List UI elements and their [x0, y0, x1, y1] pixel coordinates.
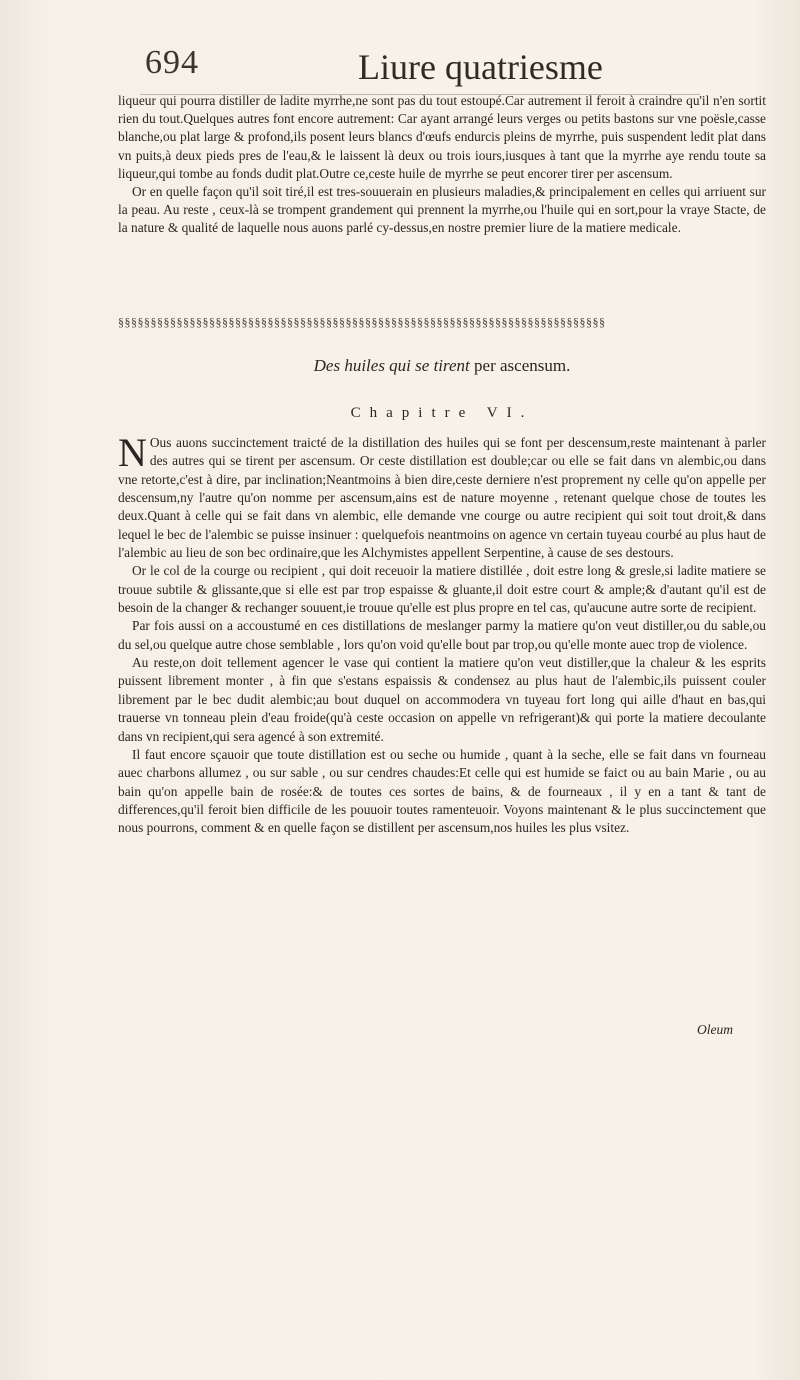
chapter-heading: Chapitre VI. — [350, 405, 534, 421]
intro-paragraph: liqueur qui pourra distiller de ladite myrrhe,ne sont pas du tout estoupé.Car autrement il feroit à craindre qu'il n'en sortit rien du tout.Quelques autres font encore autrement: Car ayant arrangé leurs verges ou petits bastons sur vne poësle,casse blanche,ou plat large & profond,ils posent leurs blancs d'œufs endurcis pleins de myrrhe, puis suspendent ledit plat dans vn puits,à deux pieds pres de l'eau,& le laissent là deux ou trois iours,iusques à tant que la myrrhe aye rendu toute sa liqueur,qui tombe au fonds dudit plat.Outre ce,ceste huile de myrrhe se peut encorer tirer per ascensum. — [118, 93, 766, 181]
running-head: Liure quatriesme — [358, 47, 603, 87]
page-header — [140, 44, 700, 95]
section-title-roman: per ascensum. — [474, 356, 571, 375]
body-paragraph: Or le col de la courge ou recipient , qui doit receuoir la matiere distillée , doit estre long & gresle,si ladite matiere se trouue subtile & glissante,que si elle est par trop espaisse & gluante,il doit estre court & ample;& d'autant qu'il est de besoin de la changer & rechanger souuent,ie trouue qu'elle est plus propre en tel cas, qu'aucune autre sorte de recipient. — [118, 563, 766, 616]
section-title-italic: Des huiles qui se tirent — [313, 356, 470, 375]
body-paragraph: Par fois aussi on a accoustumé en ces distillations de meslanger parmy la matiere qu'on veut distiller,ou du sable,ou du sel,ou quelque autre chose semblable , lors qu'on void qu'elle bout par trop,ou qu'elle monte auec trop de violence. — [118, 618, 766, 652]
body-paragraph: Il faut encore sçauoir que toute distillation est ou seche ou humide , quant à la seche, elle se fait dans vn fourneau auec charbons allumez , ou sur sable , ou sur cendres chaudes:Et celle qui est humide se faict ou au bain Marie , ou au bain qu'on appelle bain de rosée:& de toutes ces sortes de bains, & de fourneaux , il y en a tant & tant de differences,qu'il feroit bien difficile de les pouuoir toutes ramenteuoir. Voyons maintenant & le plus succinctement que nous pourrons, comment & en quelle façon se distillent per ascensum,nos huiles les plus vsitez. — [118, 746, 766, 836]
catchword: Oleum — [697, 1022, 733, 1037]
intro-text — [118, 92, 766, 238]
ornament-divider: §§§§§§§§§§§§§§§§§§§§§§§§§§§§§§§§§§§§§§§§§§§§§§§§§§§§§§§§§§§§§§§§§§§§§§§§§§§ — [118, 316, 606, 328]
body-paragraph: Au reste,on doit tellement agencer le vase qui contient la matiere qu'on veut distiller,que la chaleur & les esprits puissent librement monter , à fin que s'estans espaissis & condensez au plus haut de l'alembic,ils puissent couler librement par le bec dudit alembic;au bout duquel on accommodera vn tuyeau fort long qui aille d'haut en bas,qui trauerse vn tonneau plein d'eau froide(qu'à ceste occasion on appelle vn refrigerant)& qui porte la matiere decoulante dans vn recipient,qui sera agencé à son extremité. — [118, 655, 766, 744]
section-title — [118, 356, 766, 376]
chapter-body — [118, 430, 766, 838]
intro-paragraph: Or en quelle façon qu'il soit tiré,il est tres-souuerain en plusieurs maladies,& principalement en celles qui arriuent sur la peau. Au reste , ceux-là se trompent grandement qui prennent la myrrhe,ou l'huile qui en sort,pour la vraye Stacte, de la nature & qualité de laquelle nous auons parlé cy-dessus,en nostre premier liure de la matiere medicale. — [118, 184, 766, 236]
body-paragraph: NOus auons succinctement traicté de la distillation des huiles qui se font per descensum,reste maintenant à parler des autres qui se tirent per ascensum. Or ceste distillation est double;car ou elle se fait dans vn alembic,ou dans vne retorte,c'est à dire, par inclination;Neantmoins à bien dire,ceste derniere n'est proprement ny celle qu'on appelle per descensum,ny l'autre qu'on nomme per ascensum,ains est de nature moyenne , retenant quelque chose de toutes les deux.Quant à celle qui se fait dans vn alembic, elle demande vne courge ou autre recipient qui soit tout droit,& dans lequel le bec de l'alembic se puisse insinuer : quelquefois neantmoins on agence vn certain tuyeau courbé au plus haut de l'alembic au lieu de son bec ordinaire,que les Alchymistes appellent Serpentine, à cause de ses destours. — [118, 430, 766, 561]
page-number: 694 — [145, 44, 199, 81]
